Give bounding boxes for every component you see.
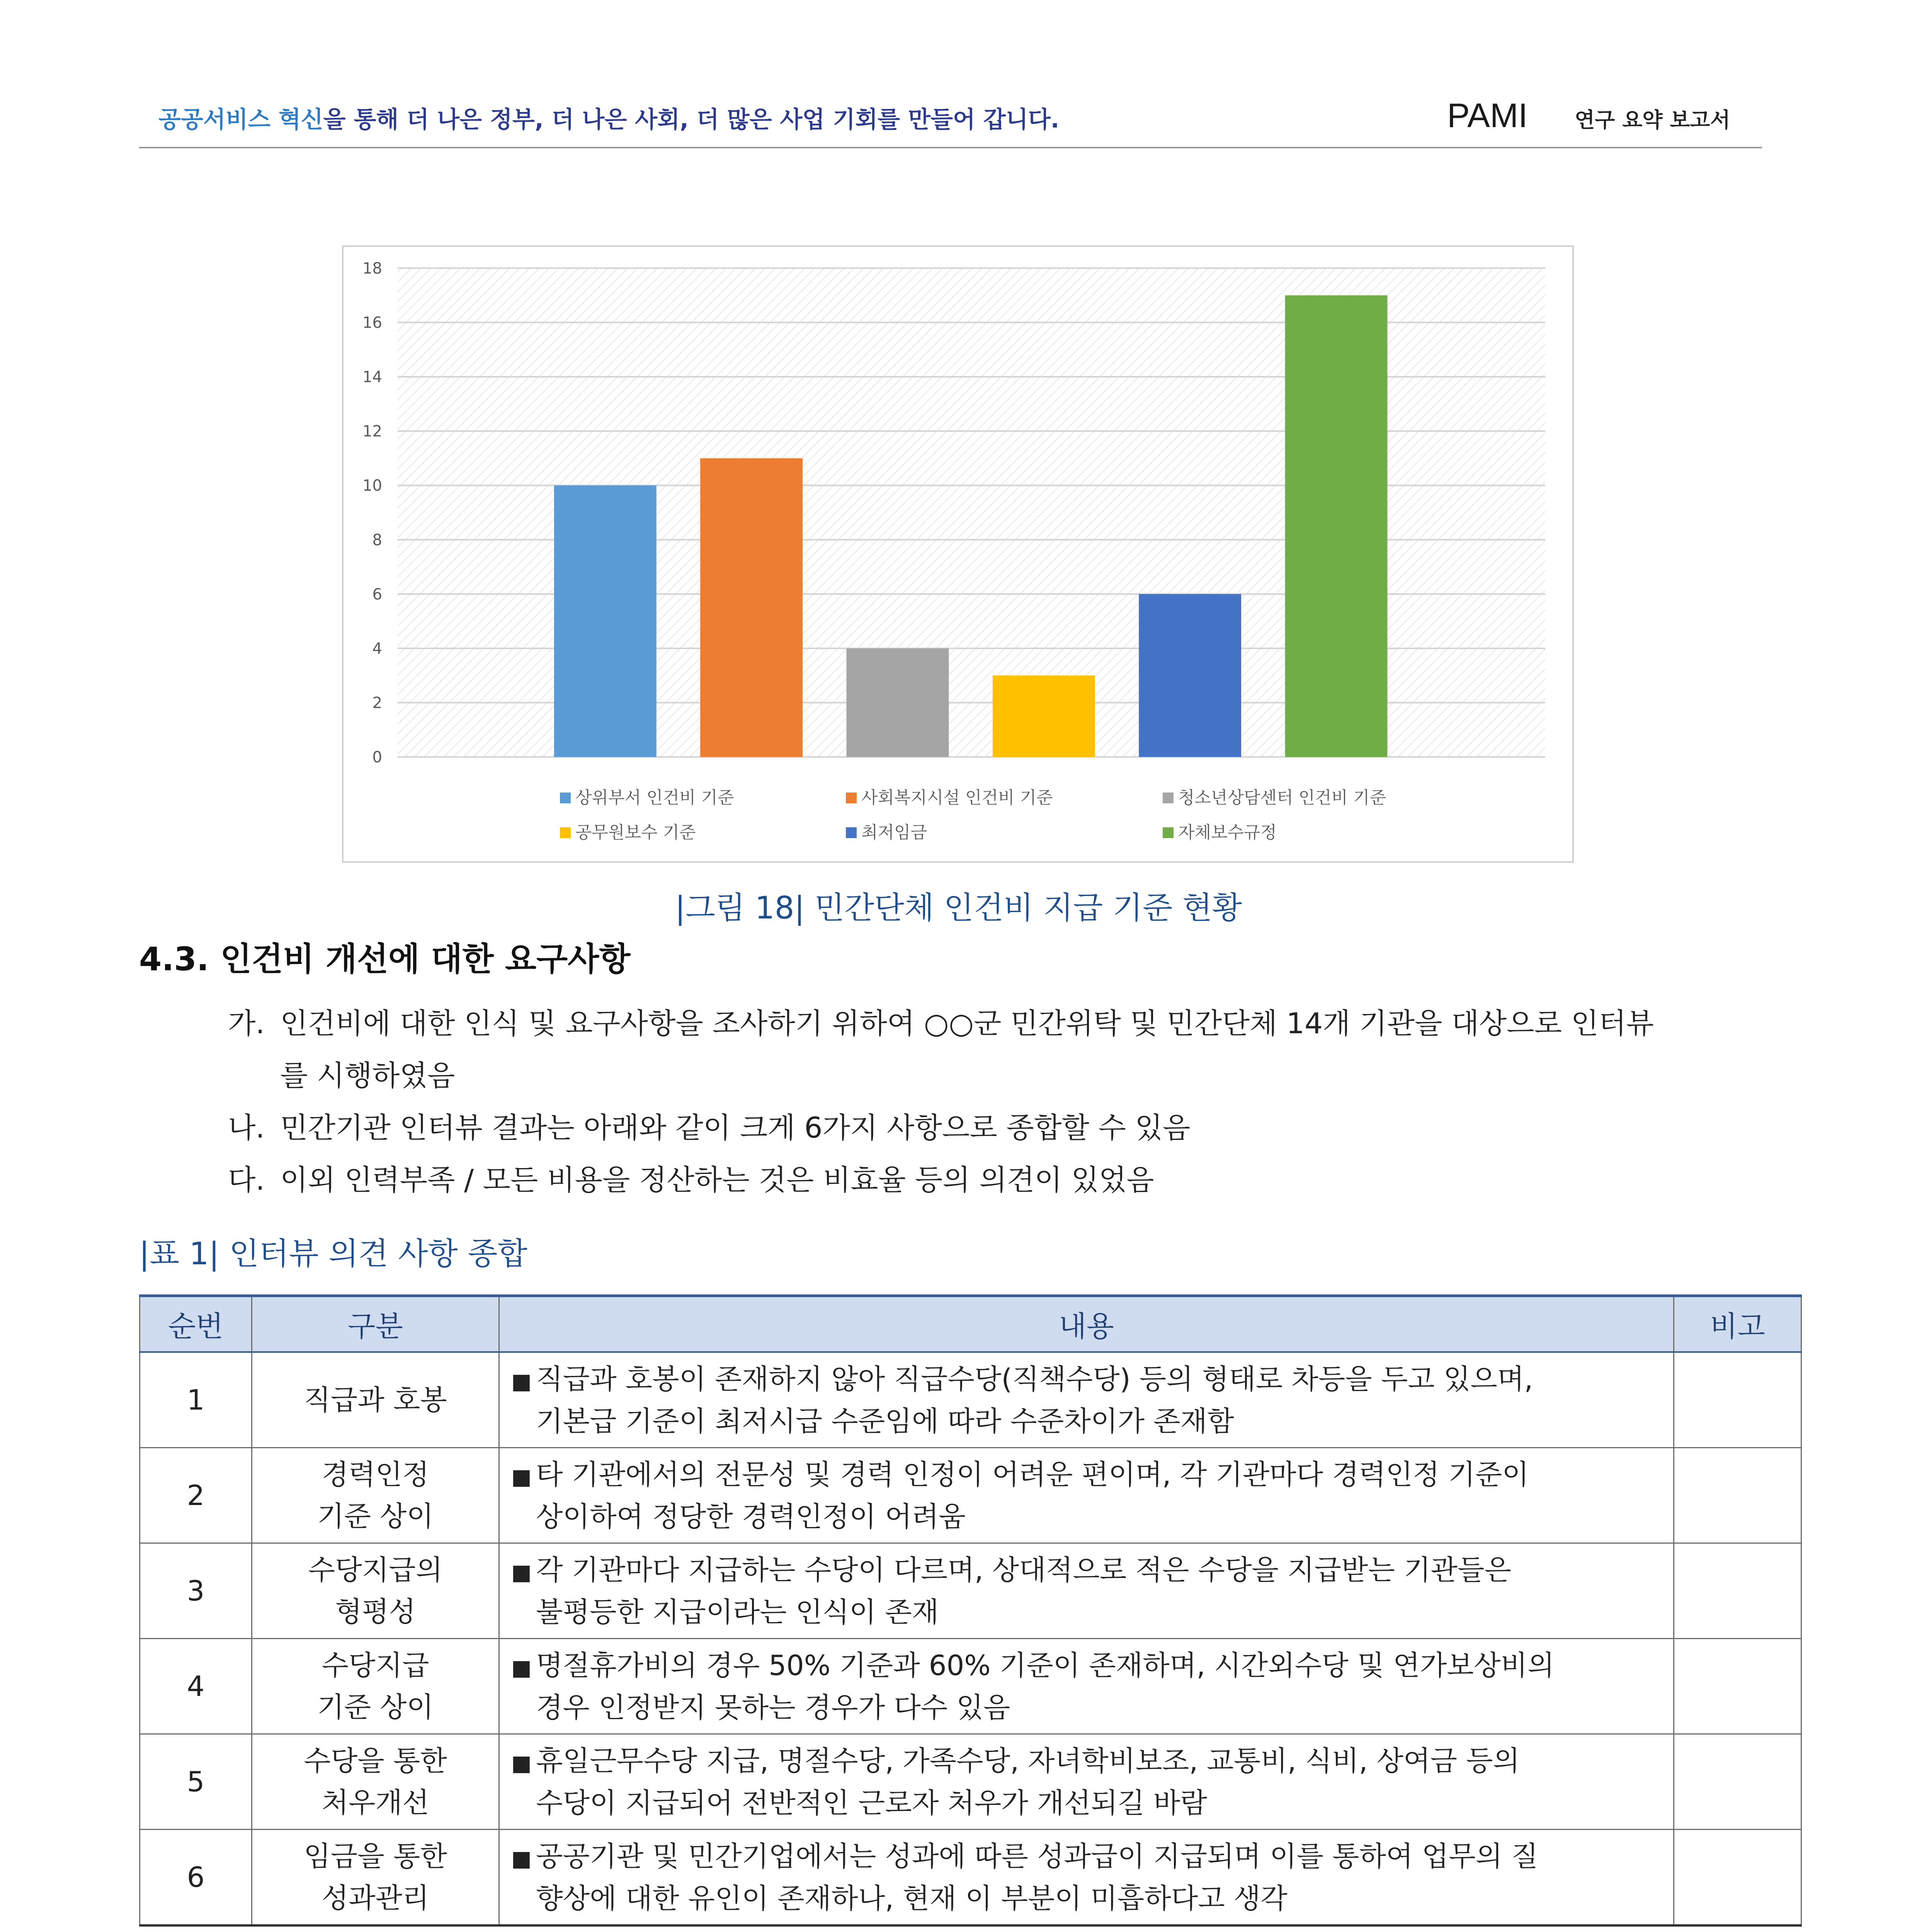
header-slogan-highlight: 공공서비스 혁신 [158,106,323,133]
row-content-line2: 수당이 지급되어 전반적인 근로자 처우가 개선되길 바람 [536,1786,1208,1819]
y-tick-label: 10 [362,477,382,495]
bullet-icon: ■ [511,1560,532,1585]
row-category-line: 수당을 통한 [304,1745,447,1777]
y-tick-label: 6 [372,585,382,604]
row-no: 1 [140,1352,252,1448]
row-content-line1 [511,1550,1673,1592]
y-tick-label: 16 [362,314,382,332]
table-row [140,1734,1801,1830]
row-category-line: 성과관리 [321,1882,429,1914]
header-content: 내용 [499,1296,1674,1352]
row-category-line: 경력인정 [321,1458,429,1491]
row-category [252,1543,499,1639]
row-content-text: 직급과 호봉이 존재하지 않아 직급수당(직책수당) 등의 형태로 차등을 두고 있으며, [536,1362,1533,1395]
legend-label: 최저임금 [861,823,927,842]
row-note [1674,1734,1801,1830]
bullet-icon: ■ [511,1750,532,1776]
row-category-line: 직급과 호봉 [304,1384,447,1416]
bullet-icon: ■ [511,1369,532,1394]
row-category-line: 임금을 통한 [304,1840,447,1872]
table-row [140,1543,1801,1639]
row-content-line1 [511,1359,1673,1401]
y-tick-label: 14 [362,368,382,386]
bar-chart-svg [344,247,1572,861]
row-content [499,1734,1674,1830]
bullet-icon: ■ [511,1655,532,1680]
row-content [499,1448,1674,1543]
legend-label: 자체보수규정 [1178,823,1277,842]
row-no: 6 [140,1830,252,1926]
row-content [499,1639,1674,1734]
y-tick-label: 18 [362,260,382,277]
legend-swatch [1163,827,1174,838]
row-no: 5 [140,1734,252,1830]
row-content-line2: 상이하여 정당한 경력인정이 어려움 [536,1500,966,1533]
table-row [140,1448,1801,1543]
header-slogan [158,101,1059,134]
y-tick-label: 4 [372,639,382,658]
section-4-3-item-text: 이외 인력부족 / 모든 비용을 정산하는 것은 비효율 등의 의견이 있었음 [280,1163,1154,1197]
legend-swatch [560,827,571,838]
row-content-text: 명절휴가비의 경우 50% 기준과 60% 기준이 존재하며, 시간외수당 및 연가보상비의 [536,1649,1555,1682]
row-content-line1 [511,1455,1673,1497]
row-content-text: 각 기관마다 지급하는 수당이 다르며, 상대적으로 적은 수당을 지급받는 기관들은 [536,1553,1512,1586]
header-slogan-text: 을 통해 더 나은 정부, 더 나은 사회, 더 많은 사업 기회를 만들어 갑니다. [323,106,1060,133]
row-content-line1 [511,1741,1673,1783]
section-4-3-item-text: 인건비에 대한 인식 및 요구사항을 조사하기 위하여 ○○군 민간위탁 및 민간단체 14개 기관을 대상으로 인터뷰 [280,1007,1654,1040]
legend-label: 사회복지시설 인건비 기준 [861,788,1053,808]
row-content [499,1352,1674,1448]
row-content-line2: 경우 인정받지 못하는 경우가 다수 있음 [536,1691,1010,1724]
row-content-line1 [511,1646,1673,1688]
row-content-line2: 향상에 대한 유인이 존재하나, 현재 이 부분이 미흡하다고 생각 [536,1882,1288,1915]
y-tick-label: 0 [372,748,382,766]
legend-label: 상위부서 인건비 기준 [575,788,734,808]
row-category-line: 처우개선 [321,1786,429,1819]
row-category [252,1734,499,1830]
bar-1 [554,485,657,757]
legend-swatch [560,793,571,803]
header-divider [139,147,1762,148]
section-4-3-item-text-cont: 를 시행하였음 [280,1059,455,1092]
bullet-icon: ■ [511,1464,532,1490]
section-4-3-item-text: 민간기관 인터뷰 결과는 아래와 같이 크게 6가지 사항으로 종합할 수 있음 [280,1111,1191,1145]
row-no: 3 [140,1543,252,1639]
header-report-type: 연구 요약 보고서 [1575,108,1730,132]
row-content-line2: 기본급 기준이 최저시급 수준임에 따라 수준차이가 존재함 [536,1405,1234,1437]
row-category [252,1352,499,1448]
bar-5 [1139,594,1241,757]
row-category-line: 수당지급 [321,1649,429,1682]
table-row [140,1352,1801,1448]
bullet-icon: ■ [511,1846,532,1871]
table-header-row [140,1296,1801,1352]
y-tick-label: 2 [372,694,382,712]
row-content-line1 [511,1837,1673,1879]
legend-swatch [846,793,857,803]
row-no: 4 [140,1639,252,1734]
bar-3 [847,648,949,757]
figure-caption: |그림 18| 민간단체 인건비 지급 기준 현황 [675,890,1242,926]
y-tick-label: 8 [372,531,382,549]
bar-2 [700,458,803,757]
row-content-line2: 불평등한 지급이라는 인식이 존재 [536,1595,939,1628]
table-row [140,1639,1801,1734]
row-note [1674,1543,1801,1639]
legend-swatch [1163,793,1174,803]
row-note [1674,1830,1801,1926]
row-note [1674,1639,1801,1734]
row-category-line: 기준 상이 [317,1691,434,1723]
legend-swatch [846,827,857,838]
row-category-line: 형평성 [335,1595,416,1628]
row-content [499,1543,1674,1639]
bar-chart [342,245,1574,863]
header-brand: PAMI [1447,96,1528,134]
legend-label: 공무원보수 기준 [575,823,696,842]
section-4-3-title: 4.3. 인건비 개선에 대한 요구사항 [139,940,631,978]
row-content-text: 공공기관 및 민간기업에서는 성과에 따른 성과급이 지급되며 이를 통하여 업무의 질 [536,1840,1538,1872]
y-tick-label: 12 [362,422,382,440]
row-note [1674,1448,1801,1543]
header-note: 비고 [1674,1296,1801,1352]
row-content [499,1830,1674,1926]
row-category [252,1448,499,1543]
table-row [140,1830,1801,1926]
row-category-line: 기준 상이 [317,1500,434,1532]
interview-summary-table [139,1294,1802,1927]
legend-label: 청소년상담센터 인건비 기준 [1178,788,1386,808]
bar-4 [993,675,1095,757]
header-no: 순번 [140,1296,252,1352]
row-content-text: 타 기관에서의 전문성 및 경력 인정이 어려운 편이며, 각 기관마다 경력인정 기준이 [536,1458,1529,1491]
row-content-text: 휴일근무수당 지급, 명절수당, 가족수당, 자녀학비보조, 교통비, 식비, 상여금 등의 [536,1744,1520,1777]
row-category [252,1639,499,1734]
table-title: |표 1| 인터뷰 의견 사항 종합 [139,1236,527,1272]
header-category: 구분 [252,1296,499,1352]
row-category [252,1830,499,1926]
row-category-line: 수당지급의 [308,1554,443,1586]
section-4-3-item-marker: 가. [228,1007,265,1040]
section-4-3-item-marker: 나. [228,1111,265,1145]
section-4-3-item-marker: 다. [228,1163,265,1197]
bar-6 [1285,295,1388,757]
row-no: 2 [140,1448,252,1543]
row-note [1674,1352,1801,1448]
